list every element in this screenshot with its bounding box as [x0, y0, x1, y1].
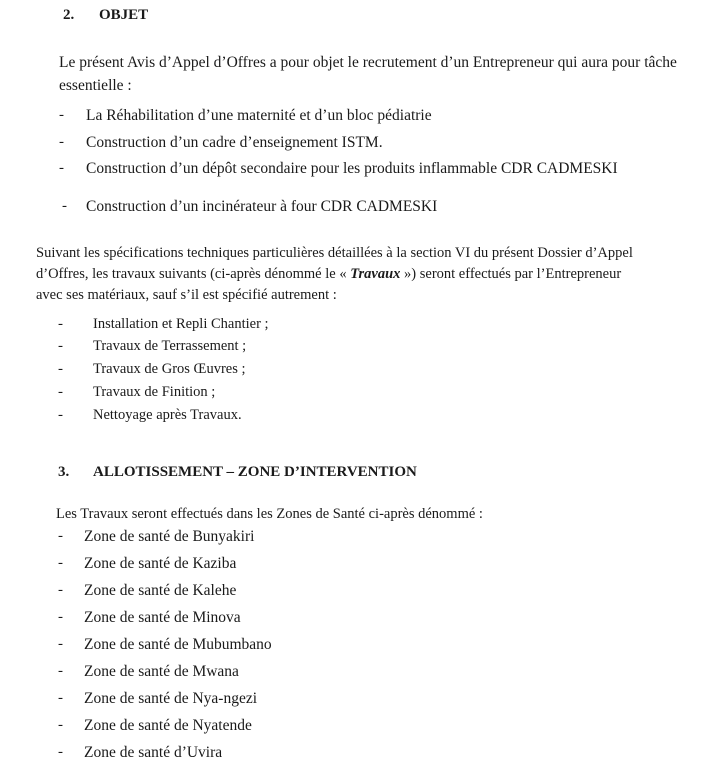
list-bullet: - [58, 717, 63, 733]
list-bullet: - [58, 582, 63, 598]
list-bullet: - [58, 361, 63, 377]
list-bullet: - [58, 338, 63, 354]
works-item: Travaux de Gros Œuvres ; [93, 361, 246, 377]
works-paragraph-text: d’Offres, les travaux suivants (ci-après dénommé le « [36, 266, 351, 282]
zone-item: Zone de santé d’Uvira [84, 744, 223, 761]
works-item: Nettoyage après Travaux. [93, 407, 242, 423]
list-bullet: - [58, 407, 63, 423]
works-paragraph-line-1: Suivant les spécifications techniques particulières détaillées à la section VI du présent Dossier d’Appel [36, 245, 633, 261]
zone-item: Zone de santé de Mubumbano [84, 636, 272, 653]
works-item: Travaux de Terrassement ; [93, 338, 247, 354]
section-3-number: 3. [58, 464, 70, 480]
objet-item: Construction d’un cadre d’enseignement ISTM. [86, 134, 383, 151]
section-2-title: OBJET [99, 7, 149, 23]
list-bullet: - [58, 384, 63, 400]
list-bullet: - [59, 134, 64, 150]
works-paragraph-text: ») seront effectués par l’Entrepreneur [400, 266, 622, 282]
list-bullet: - [59, 107, 64, 123]
list-bullet: - [59, 160, 64, 176]
zone-item: Zone de santé de Mwana [84, 663, 239, 680]
works-paragraph-line-2 [36, 266, 621, 283]
objet-item: Construction d’un incinérateur à four CDR CADMESKI [86, 198, 438, 215]
list-bullet: - [58, 316, 63, 332]
section-2-intro-line-1: Le présent Avis d’Appel d’Offres a pour objet le recrutement d’un Entrepreneur qui aura pour tâche [59, 54, 677, 71]
list-bullet: - [58, 690, 63, 706]
list-bullet: - [58, 555, 63, 571]
list-bullet: - [58, 663, 63, 679]
works-paragraph-emphasis: Travaux [350, 266, 401, 282]
objet-item: Construction d’un dépôt secondaire pour les produits inflammable CDR CADMESKI [86, 160, 618, 177]
section-2-intro-line-2: essentielle : [59, 77, 132, 94]
zone-item: Zone de santé de Bunyakiri [84, 528, 255, 545]
list-bullet: - [58, 636, 63, 652]
works-item: Installation et Repli Chantier ; [93, 316, 269, 332]
zone-item: Zone de santé de Minova [84, 609, 241, 626]
zone-item: Zone de santé de Nyatende [84, 717, 252, 734]
works-item: Travaux de Finition ; [93, 384, 216, 400]
section-3-intro: Les Travaux seront effectués dans les Zones de Santé ci-après dénommé : [56, 506, 483, 522]
objet-item: La Réhabilitation d’une maternité et d’un bloc pédiatrie [86, 107, 432, 124]
list-bullet: - [62, 198, 67, 214]
section-3-title: ALLOTISSEMENT – ZONE D’INTERVENTION [93, 464, 417, 480]
zone-item: Zone de santé de Nya-ngezi [84, 690, 258, 707]
zone-item: Zone de santé de Kalehe [84, 582, 237, 599]
list-bullet: - [58, 528, 63, 544]
list-bullet: - [58, 609, 63, 625]
zone-item: Zone de santé de Kaziba [84, 555, 237, 572]
works-paragraph-line-3: avec ses matériaux, sauf s’il est spécifié autrement : [36, 287, 337, 303]
section-2-number: 2. [63, 7, 75, 23]
list-bullet: - [58, 744, 63, 760]
